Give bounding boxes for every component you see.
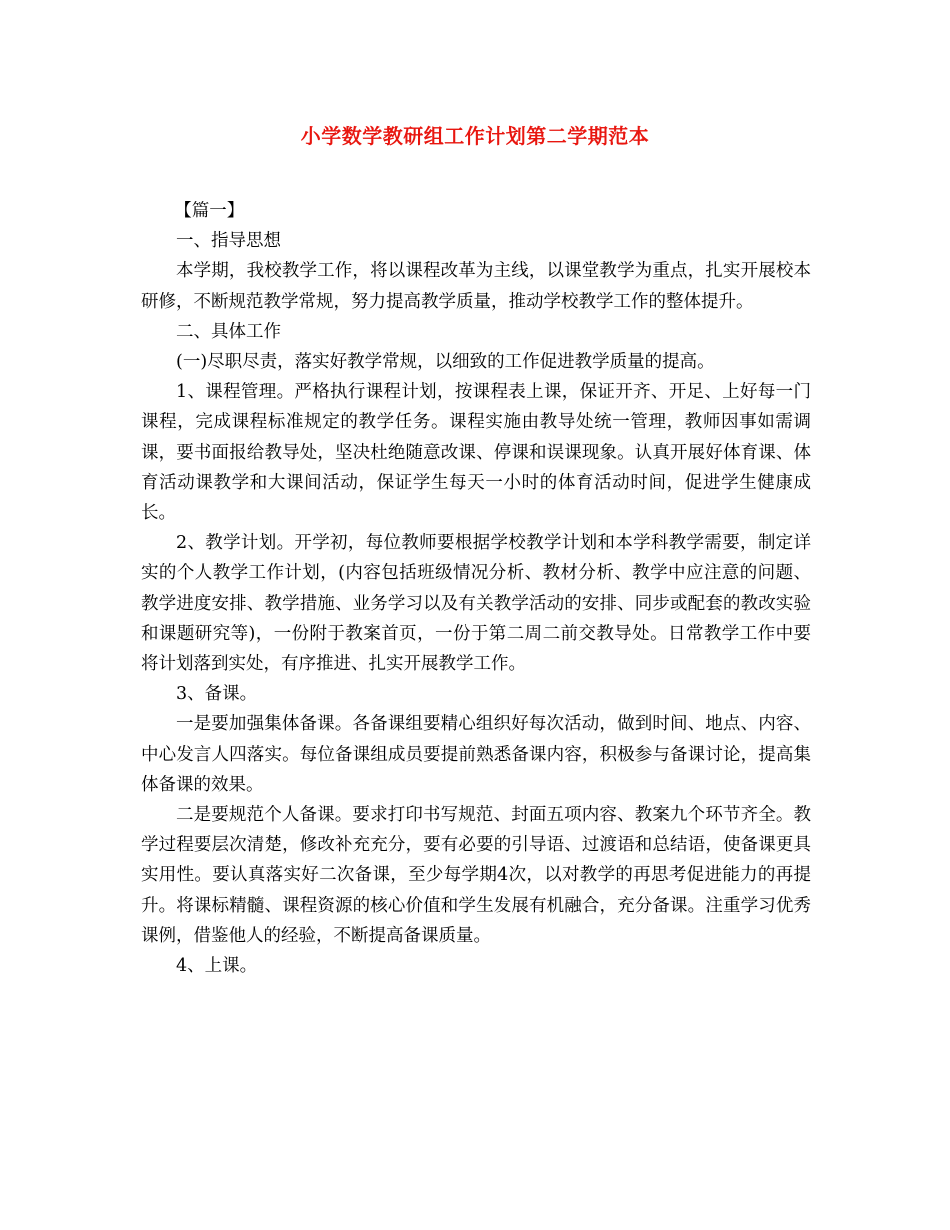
heading-class-teaching: 4、上课。: [176, 956, 258, 977]
paragraph-individual-prep: 二是要规范个人备课。要求打印书写规范、封面五项内容、教案九个环节齐全。教学过程要层次清楚，修改补充充分，要有必要的引导语、过渡语和总结语，使备课更具实用性。要认真落实好二次备课，至少每学期4次，以对教学的再思考促进能力的再提升。将课标精髓、课程资源的核心价值和学生发展有机融合，充分备课。注重学习优秀课例，借鉴他人的经验，不断提高备课质量。: [141, 805, 811, 946]
paragraph-teaching-plan: 2、教学计划。开学初，每位教师要根据学校教学计划和本学科教学需要，制定详实的个人教学工作计划，(内容包括班级情况分析、教材分析、教学中应注意的问题、教学进度安排、教学措施、业务学习以及有关教学活动的安排、同步或配套的教改实验和课题研究等)，一份附于教案首页，一份于第二周二前交教导处。日常教学工作中要将计划落到实处，有序推进、扎实开展教学工作。: [141, 533, 811, 675]
subheading-teaching-routine: (一)尽职尽责，落实好教学常规，以细致的工作促进教学质量的提高。: [176, 352, 715, 373]
paragraph-guiding-ideology: 本学期，我校教学工作，将以课程改革为主线，以课堂教学为重点，扎实开展校本研修，不断规范教学常规，努力提高教学质量，推动学校教学工作的整体提升。: [141, 261, 811, 312]
document-body: [141, 196, 811, 981]
document-title: 小学数学教研组工作计划第二学期范本: [300, 124, 650, 148]
heading-lesson-prep: 3、备课。: [176, 684, 258, 705]
paragraph-collective-prep: 一是要加强集体备课。各备课组要精心组织好每次活动，做到时间、地点、内容、中心发言人四落实。每位备课组成员要提前熟悉备课内容，积极参与备课讨论，提高集体备课的效果。: [141, 714, 811, 795]
heading-guiding-ideology: 一、指导思想: [176, 231, 281, 252]
section-tag: 【篇一】: [174, 201, 245, 221]
paragraph-course-management: 1、课程管理。严格执行课程计划，按课程表上课，保证开齐、开足、上好每一门课程，完成课程标准规定的教学任务。课程实施由教导处统一管理，教师因事如需调课，要书面报给教导处，坚决杜绝随意改课、停课和误课现象。认真开展好体育课、体育活动课教学和大课间活动，保证学生每天一小时的体育活动时间，促进学生健康成长。: [141, 382, 811, 524]
heading-specific-work: 二、具体工作: [176, 321, 281, 342]
